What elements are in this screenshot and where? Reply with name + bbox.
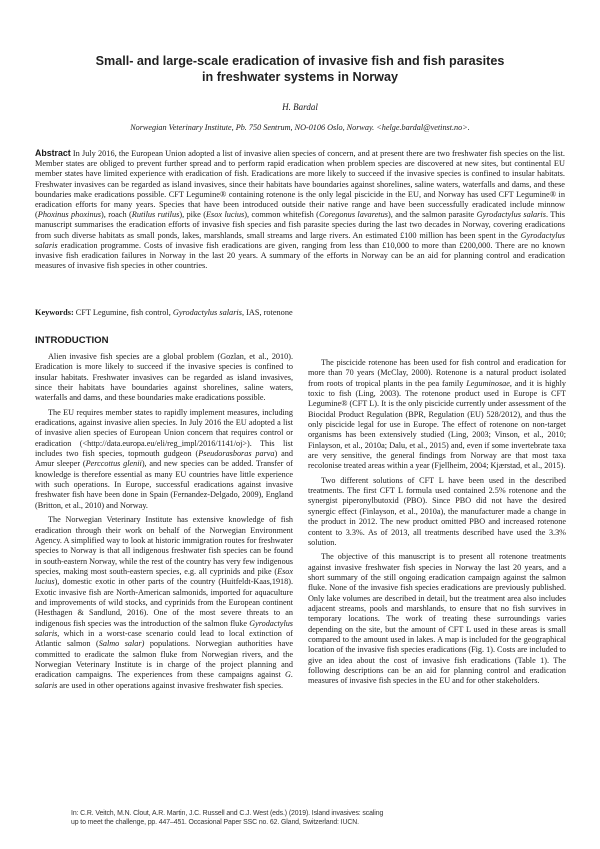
text: The piscicide rotenone has been used for fish control and eradication for more than 70 years (McClay, 2000). Rotenone is a natural product isolated from roots of tropical plants in the pea family — [308, 358, 566, 388]
species-name: Gyrodactylus salaris — [35, 618, 293, 638]
title-line-2: in freshwater systems in Norway — [202, 70, 398, 84]
species-name: Perccottus glenii — [85, 459, 142, 469]
footer-line-2: up to meet the challenge, pp. 447–451. Occasional Paper SSC no. 62. Gland, Switzerland: IUCN. — [71, 819, 359, 826]
text: are used in other operations against invasive freshwater fish species. — [57, 680, 284, 690]
citation-footer — [71, 809, 541, 827]
text: ), and new species can be added. Transfer of knowledge is therefore essential as many EU countries have little experience with such operations. In Europe, successful eradications against invasive freshwater fish have been done in Spain (Fernandez-Delgado, 2009), England (Britton, et al., 2010) and Norway. — [35, 459, 293, 510]
keywords-italic: Gyrodactylus salaris — [172, 308, 242, 317]
paragraph: Two different solutions of CFT L have been used in the described treatments. The first CFT L formula used contained 2.5% rotenone and the synergist piperonylbutoxid (PBO). Since PBO did not have the desired synergic effect (Finlayson, et al., 2010a), the manufacturer made a change in the product in 2012. The new product omitted PBO and increased rotenone content to 3.3%. As of 2013, all treatments described have used the 3.3% solution. — [308, 475, 566, 547]
abstract-text: ), roach ( — [100, 210, 132, 220]
author: H. Bardal — [282, 102, 318, 112]
right-column — [308, 358, 566, 691]
paragraph: The objective of this manuscript is to present all rotenone treatments against invasive freshwater fish species in Norway the last 20 years, and a short summary of the still ongoing eradication campaign against the salmon fluke. None of the invasive fish species eradications are previously published. Only lake volumes are described in detail, but the treatment area also includes adjacent streams, pools and marshlands, to ensure that no fish survives in temporary locations. The work of treating these surroundings varies depending on the site, but the amount of CFT L used in these areas is small compared to the amount used in lakes. A map is included for the geographical location of the invasive fish species eradications (Fig. 1). Costs are included to give an idea about the cost of invasive fish eradications (Table 1). The following descriptions can be an aid for planning control and eradication measures of invasive fish species in the EU and for other stakeholders. — [308, 552, 566, 686]
abstract-label: Abstract — [35, 148, 71, 158]
section-heading-introduction: INTRODUCTION — [35, 335, 109, 346]
species-name: Gyrodactylus salaris — [35, 230, 565, 250]
abstract-text: ), and the salmon parasite — [388, 210, 477, 220]
abstract-text: In July 2016, the European Union adopted a list of invasive alien species of concern, and at present there are two freshwater fish species on the list. Member states are obliged to prevent further spread and to perform rapid eradication when problem species are discovered at new sites, but continental EU member states have limited experience with eradication of fish. Eradications are more likely to succeed if the invasive species is confined to insular habitats. Freshwater invasives can be regarded as island invasives, since their habitats have boundaries against shorelines, saline waters, waterfalls and dams, and these boundaries make eradications possible. CFT Legumine® containing rotenone is the only legal piscicide in the EU, and Norway has used CFT Legumine® in eradication efforts for many years. Species that have been introduced outside their native range and have been successfully eradicated include minnow ( — [35, 149, 565, 220]
taxon-name: Leguminosae — [466, 378, 510, 388]
text: The EU requires member states to rapidly implement measures, including eradications, against invasive alien species. In July 2016 the EU adopted a list of invasive alien species of European Union concern that requires control or eradication (<http://data.europa.eu/eli/reg_impl/2016/1141/oj>). This list includes two fish species, topmouth gudgeon ( — [35, 407, 293, 459]
left-column — [35, 352, 293, 695]
text: ), domestic exotic in other parts of the country (Huitfeldt-Kaas,1918). Exotic invasive fish are North-American salmonids, imported for aquaculture and improvements of wild stocks, and cyprinids from the European continent (Hesthagen & Sandlund, 2016). One of the most severe threats to an indigenous fish species was the introduction of the salmon fluke — [35, 577, 293, 628]
keywords-text: , IAS, rotenone — [241, 308, 293, 317]
footer-line-1: In: C.R. Veitch, M.N. Clout, A.R. Martin, J.C. Russell and C.J. West (eds.) (2019). Island invasives: scaling — [71, 810, 384, 817]
text: ) and Amur sleeper ( — [35, 449, 293, 469]
paragraph — [35, 515, 293, 691]
paragraph: Alien invasive fish species are a global problem (Gozlan, et al., 2010). Eradication is more likely to succeed if the invasive species is confined to insular habitats. Freshwater invasives can be regarded as island invasives, since their habitats have boundaries against shorelines, saline waters, waterfalls and dams, and these boundaries make eradications possible. — [35, 352, 293, 403]
species-name: Esox lucius — [35, 566, 293, 587]
text: , and it is highly toxic to fish (Ling, 2003). The rotenone product used in Europe is CFT Legumine® (CFT L). It is the only piscicide currently under assessment of the Biocidal Product Regulation (BPR, Regulation (EU) 528/2012), and thus the only piscicide legal for use in Europe. The effect of rotenone on non-target organisms has been extensively studied (Ling, 2003; Vinson, et al., 2010; Finlayson, et al., 2010a; Dalu, et al., 2015) and, even if some invertebrate taxa are very sensitive, the general findings from Norway are that most taxa recolonise treated areas within a year (Fjellheim, 2004; Kjærstad, et al., 2015). — [308, 378, 566, 471]
species-name: Gyrodactylus salaris — [476, 210, 546, 220]
species-name: Coregonus lavaretus — [318, 210, 388, 220]
text: , which in a worst-case scenario could lead to local extinction of Atlantic salmon ( — [35, 628, 293, 649]
species-name: Esox lucius — [205, 210, 245, 220]
abstract-text: eradication programme. Costs of invasive fish eradications are given, ranging from less than £10,000 to more than £200,000. There are no known invasive fish eradication failures in Norway in the last 20 years. A summary of the efforts in Norway can be an aid for planning control and eradication measures of invasive fish species in other countries. — [35, 240, 565, 271]
abstract-text: ), common whitefish ( — [244, 210, 319, 220]
text: The Norwegian Veterinary Institute has extensive knowledge of fish eradication through their work on behalf of the Norwegian Environment Agency. A simplified way to look at historic immigration routes for freshwater species to Norway is that all indigenous freshwater fish species can be found in south-eastern Norway, while the rest of the country has very few indigenous species, making most south-eastern species, e.g. all cyprinids and pike ( — [35, 515, 293, 576]
title-line-1: Small- and large-scale eradication of invasive fish and fish parasites — [95, 54, 505, 68]
species-name: Phoxinus phoxinus — [37, 210, 101, 220]
abstract-text: . This manuscript summarises the eradication efforts of invasive fish species and fish parasite species during the last two decades in Norway, covering eradications from such diverse habitats as small ponds, lakes, marshlands, small streams and large rivers. An estimated £100 million has been spent in the — [35, 210, 565, 240]
keywords — [35, 308, 565, 317]
paper-title — [0, 53, 600, 85]
species-name: Rutilus rutilus — [131, 210, 180, 220]
text: populations. Norwegian authorities have committed to eradicate the salmon fluke from Norwegian rivers, and the Norwegian Veterinary Institute is in charge of the project planning and eradication campaigns. The experiences from these campaigns against — [35, 639, 293, 680]
keywords-text: CFT Legumine, fish control, — [73, 308, 173, 317]
keywords-label: Keywords: — [35, 308, 74, 317]
species-name: Salmo salar) — [98, 639, 145, 649]
paragraph — [35, 408, 293, 511]
species-name: Pseudorasboras parva — [198, 449, 275, 459]
abstract-text: ), pike ( — [179, 210, 206, 220]
abstract — [35, 148, 565, 271]
affiliation: Norwegian Veterinary Institute, Pb. 750 Sentrum, NO-0106 Oslo, Norway. <helge.bardal@vetinst.no>. — [130, 123, 470, 132]
paragraph — [308, 358, 566, 472]
species-name: G. salaris — [35, 670, 293, 690]
